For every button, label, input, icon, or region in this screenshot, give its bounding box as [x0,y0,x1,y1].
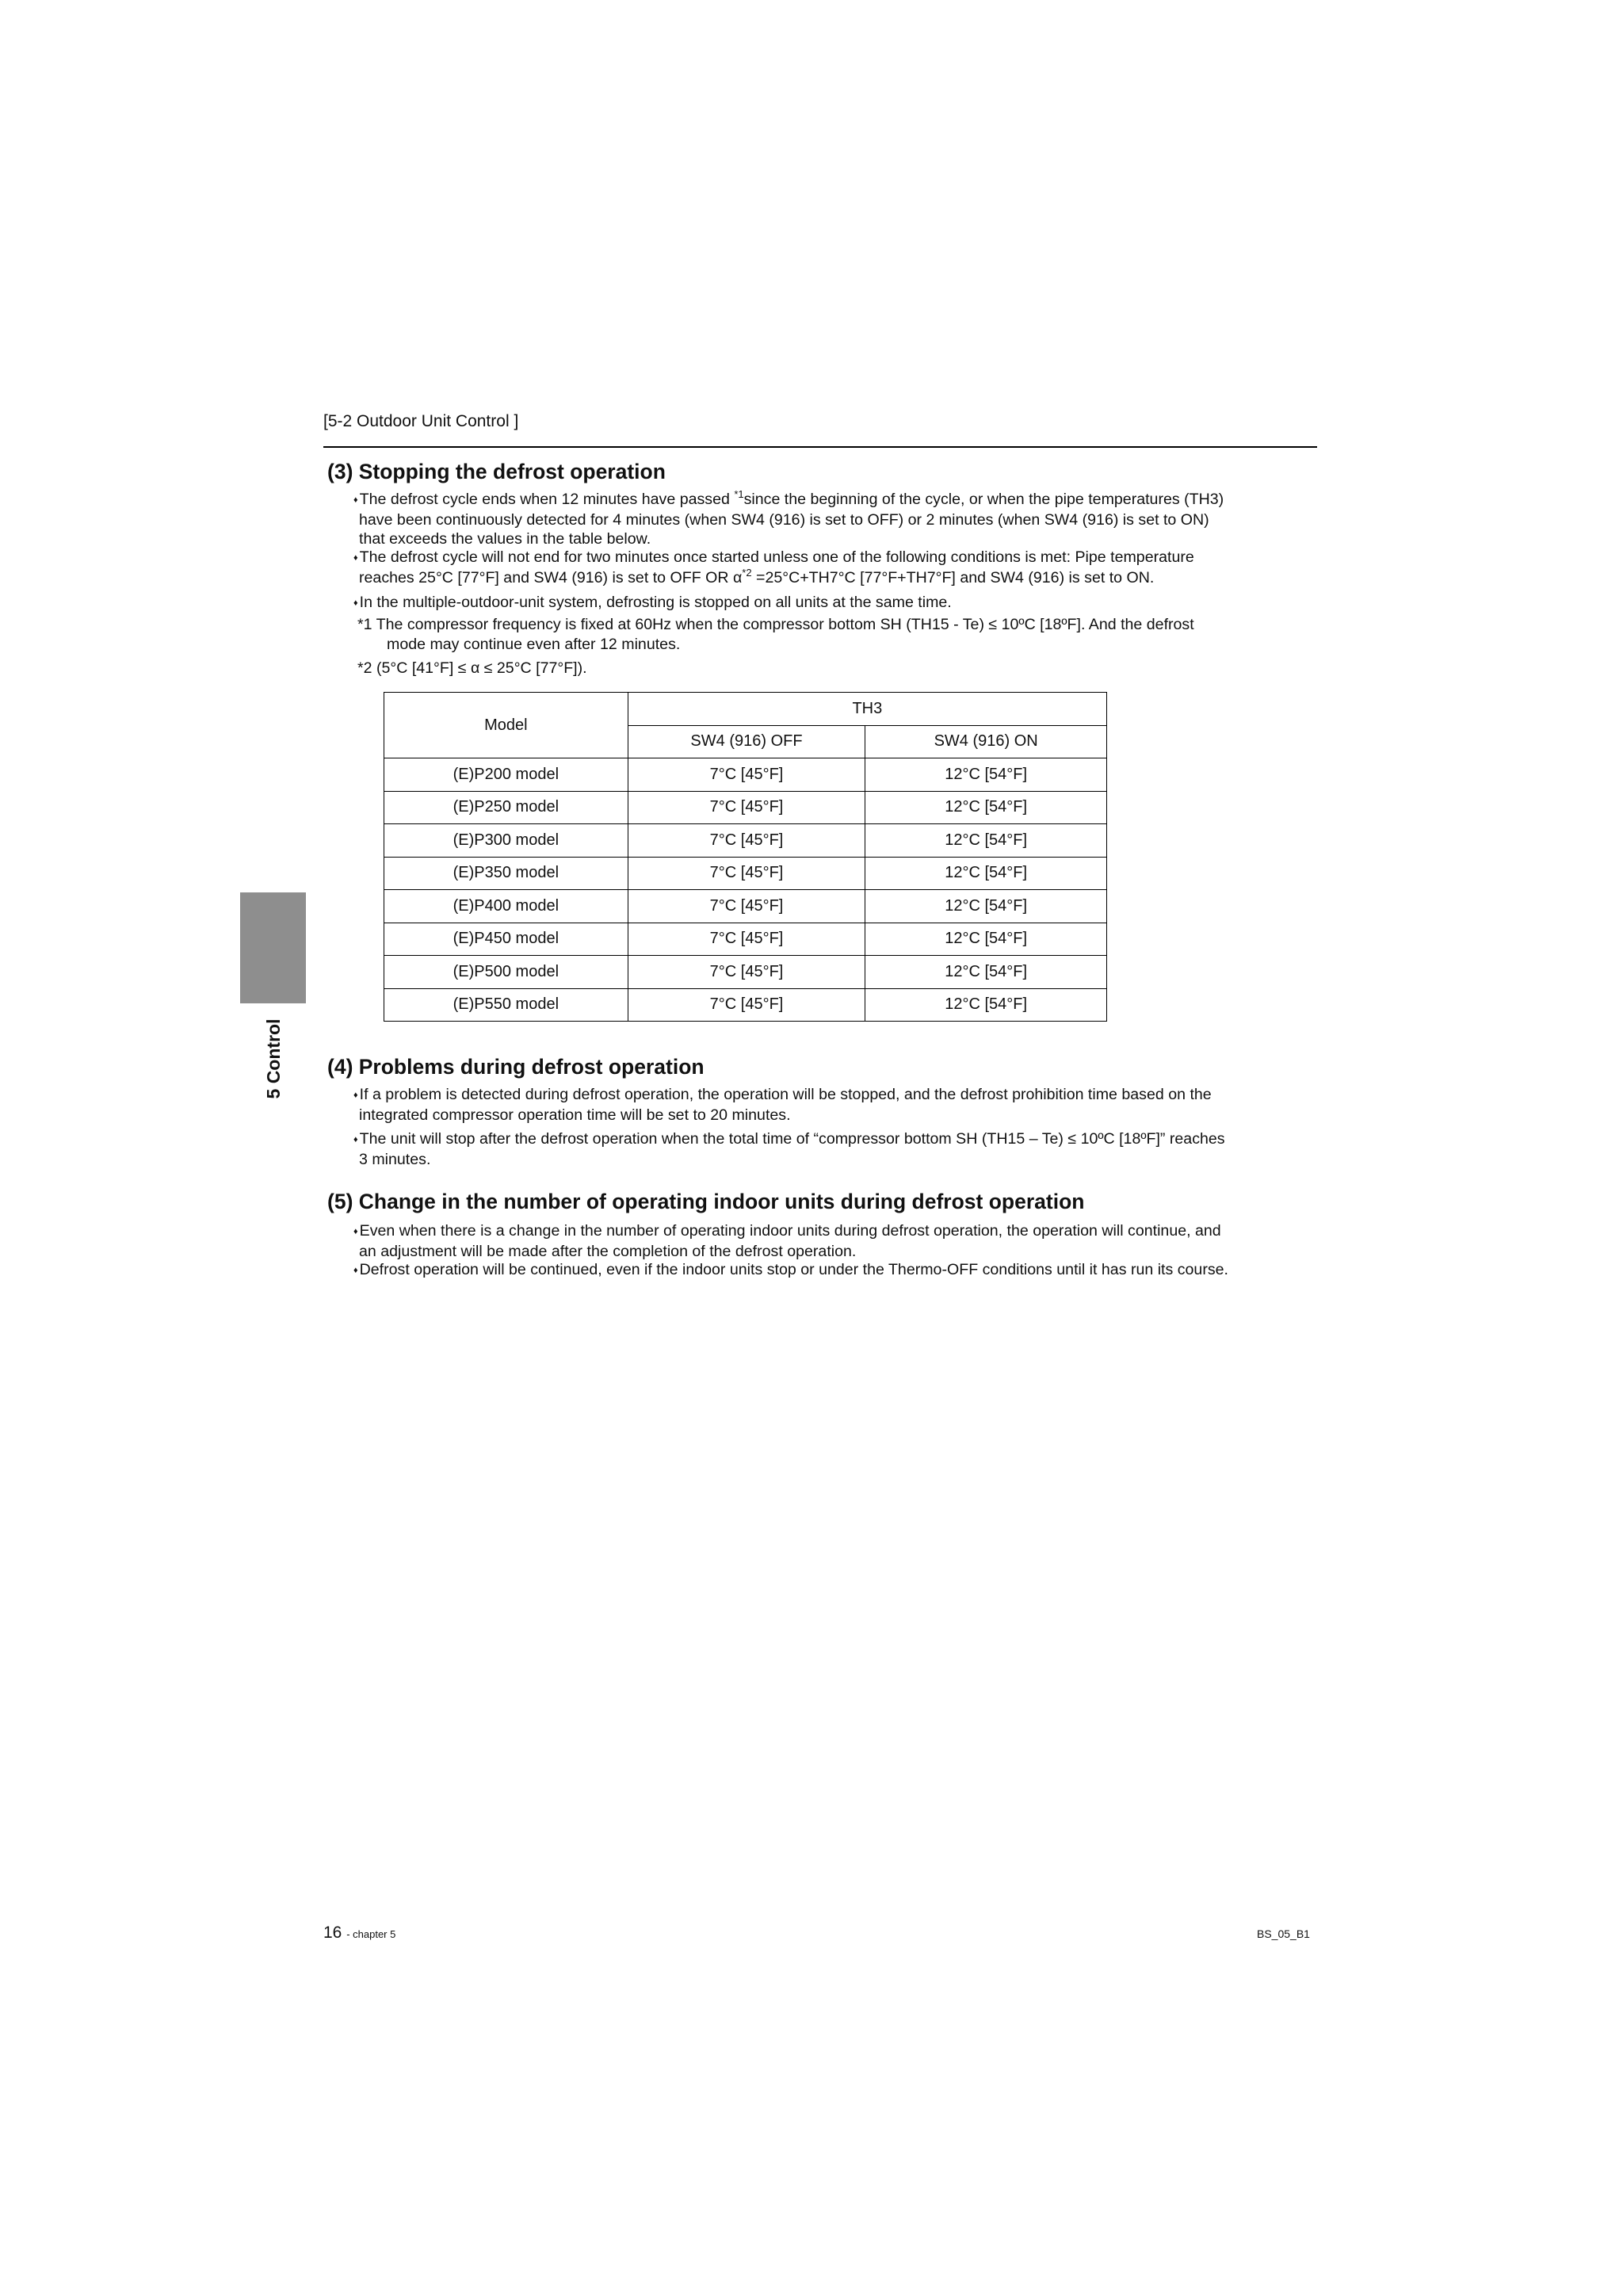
table-cell-off: 7°C [45°F] [628,890,865,923]
table-row [384,956,1107,989]
table-row [384,923,1107,956]
table-cell-on: 12°C [54°F] [865,988,1107,1022]
th3-temperature-table [384,692,1107,1022]
footer-chapter: - chapter 5 [346,1928,396,1940]
table-cell-on: 12°C [54°F] [865,890,1107,923]
table-cell-off: 7°C [45°F] [628,791,865,824]
chapter-side-label: 5 Control [263,1018,284,1099]
section-5-bullet-2: ♦ Defrost operation will be continued, even if the indoor units stop or under the Thermo-OFF conditions until it has run its course. [353,1261,1228,1278]
section-4-bullet-2: ♦ The unit will stop after the defrost operation when the total time of “compressor bottom SH (TH15 – Te) ≤ 10ºC [18ºF]” reaches 3 minutes. [353,1130,1225,1168]
table-cell-model: (E)P300 model [384,824,628,858]
table-row [384,890,1107,923]
page-header-breadcrumb: [5-2 Outdoor Unit Control ] [323,412,519,430]
table-header-model: Model [384,693,628,758]
table-row [384,824,1107,858]
header-divider [323,446,1317,448]
table-cell-model: (E)P200 model [384,758,628,792]
bullet-icon: ♦ [353,1135,358,1144]
table-cell-model: (E)P250 model [384,791,628,824]
bullet-icon: ♦ [353,598,358,608]
page-number: 16 [323,1924,342,1942]
bullet-icon: ♦ [353,495,358,505]
table-header-th3: TH3 [628,693,1106,726]
table-cell-off: 7°C [45°F] [628,857,865,890]
footer-doc-code: BS_05_B1 [1257,1927,1310,1940]
bullet-icon: ♦ [353,1091,358,1100]
table-row [384,791,1107,824]
table-cell-off: 7°C [45°F] [628,758,865,792]
table-cell-model: (E)P550 model [384,988,628,1022]
table-cell-on: 12°C [54°F] [865,923,1107,956]
table-cell-model: (E)P400 model [384,890,628,923]
table-cell-model: (E)P500 model [384,956,628,989]
page-footer-left [323,1924,395,1943]
section-5-title: (5) Change in the number of operating indoor units during defrost operation [327,1190,1085,1213]
section-3-bullet-3: ♦ In the multiple-outdoor-unit system, defrosting is stopped on all units at the same time. [353,594,952,611]
section-3-bullet-1: ♦ The defrost cycle ends when 12 minutes have passed $^{*1}$since the beginning of the cycle, or when the pipe temperatures (TH3) have been continuously detected for 4 minutes (when SW4 (916) is set to OFF) or 2 minutes (when SW4 (916) is set to ON) that exceeds the values in the table below. [353,488,1224,548]
table-cell-model: (E)P350 model [384,857,628,890]
table-row [384,758,1107,792]
table-cell-on: 12°C [54°F] [865,758,1107,792]
section-5-bullet-1: ♦ Even when there is a change in the number of operating indoor units during defrost operation, the operation will continue, and an adjustment will be made after the completion of the defrost operation. [353,1222,1221,1260]
table-header-sw4-on: SW4 (916) ON [865,725,1107,758]
table-cell-off: 7°C [45°F] [628,956,865,989]
bullet-icon: ♦ [353,1227,358,1236]
table-header-sw4-off: SW4 (916) OFF [628,725,865,758]
bullet-icon: ♦ [353,553,358,563]
section-4-title: (4) Problems during defrost operation [327,1055,705,1079]
table-cell-on: 12°C [54°F] [865,824,1107,858]
table-row [384,988,1107,1022]
table-cell-on: 12°C [54°F] [865,857,1107,890]
bullet-icon: ♦ [353,1266,358,1275]
table-cell-on: 12°C [54°F] [865,791,1107,824]
table-cell-off: 7°C [45°F] [628,988,865,1022]
table-cell-off: 7°C [45°F] [628,824,865,858]
section-3-bullet-2: ♦ The defrost cycle will not end for two minutes once started unless one of the following conditions is met: Pipe temperature reaches 25°C [77°F] and SW4 (916) is set to OFF OR $\alpha^{*2} =25^\circ C+TH7^\circ C$ [77°F+TH7°F] and SW4 (916) is set to ON. [353,548,1194,586]
section-4-bullet-1: ♦ If a problem is detected during defrost operation, the operation will be stopped, and the defrost prohibition time based on the integrated compressor operation time will be set to 20 minutes. [353,1086,1212,1124]
table-cell-on: 12°C [54°F] [865,956,1107,989]
table-cell-model: (E)P450 model [384,923,628,956]
table-cell-off: 7°C [45°F] [628,923,865,956]
section-3-title: (3) Stopping the defrost operation [327,460,666,483]
section-3-footnote-1: *1 The compressor frequency is fixed at 60Hz when the compressor bottom SH (TH15 - Te) ≤ 10ºC [18ºF]. And the defrost mode may continue even after 12 minutes. [357,616,1194,653]
section-3-footnote-2: *2 (5°C [41°F] ≤ α ≤ 25°C [77°F]). [357,659,587,677]
table-row [384,857,1107,890]
